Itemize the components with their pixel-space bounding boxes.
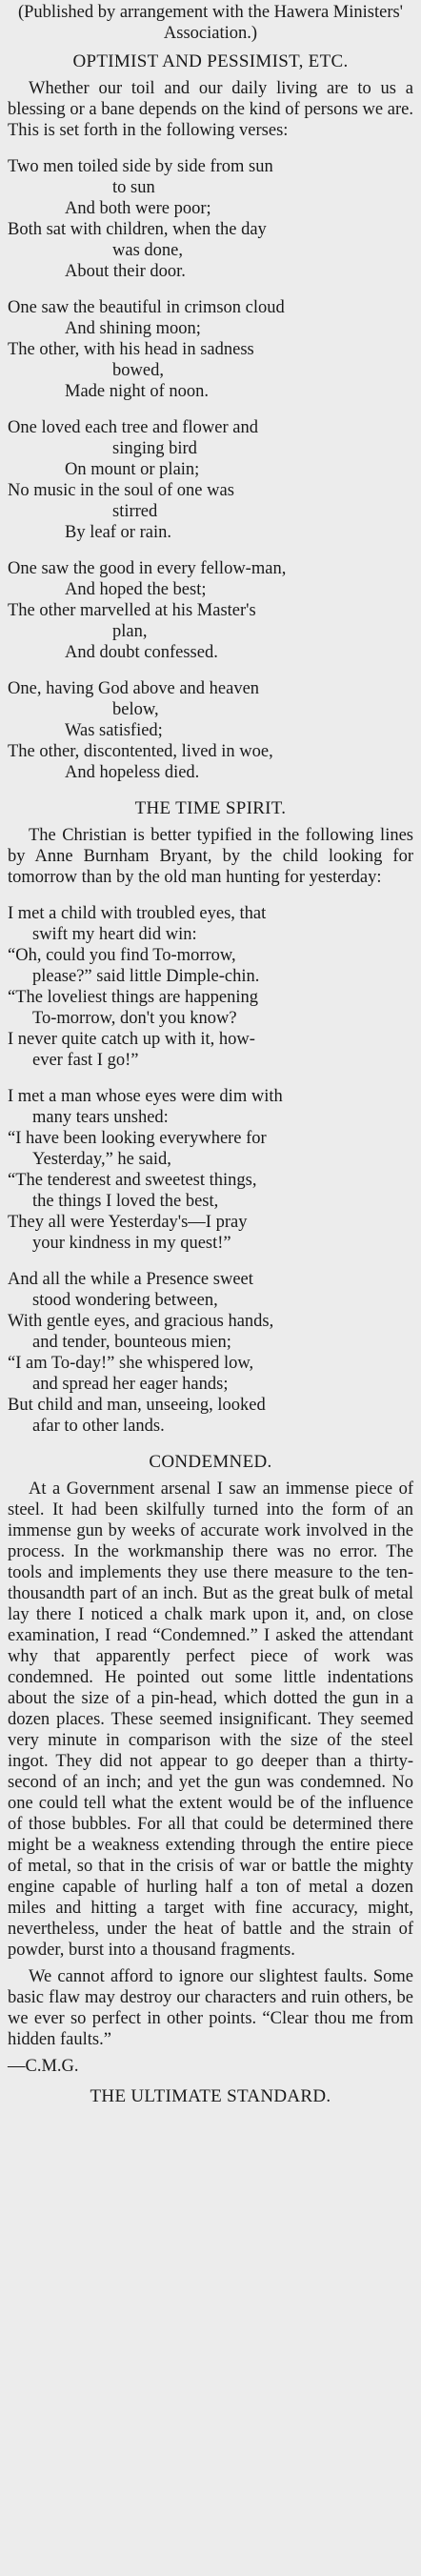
- poem-line: I met a man whose eyes were dim with: [8, 1087, 283, 1106]
- poem-line: plan,: [112, 622, 148, 641]
- newspaper-column: [8, 0, 413, 2107]
- poem-line: But child and man, unseeing, looked: [8, 1396, 266, 1415]
- poem-line: On mount or plain;: [65, 460, 200, 479]
- heading-ultimate-standard: THE ULTIMATE STANDARD.: [90, 2086, 331, 2106]
- poem-line: And doubt confessed.: [65, 643, 218, 662]
- poem-line: to sun: [112, 178, 155, 197]
- stanza: [8, 558, 413, 663]
- poem-line: “The loveliest things are happening: [8, 988, 259, 1007]
- poem-line: afar to other lands.: [32, 1417, 165, 1436]
- poem-line: Yesterday,” he said,: [32, 1150, 171, 1169]
- stanza: [8, 417, 413, 543]
- poem-line: Made night of noon.: [65, 382, 210, 401]
- poem-line: One, having God above and heaven: [8, 679, 260, 698]
- poem-line: “The tenderest and sweetest things,: [8, 1171, 257, 1190]
- poem-line: No music in the soul of one was: [8, 481, 234, 500]
- poem-line: And shining moon;: [65, 319, 201, 338]
- poem-line: The other marvelled at his Master's: [8, 601, 256, 620]
- stanza: [8, 678, 413, 783]
- paragraph-time-spirit-intro: The Christian is better typified in the following lines by Anne Burnham Bryant, by the child looking for tomorrow than by the old man hunting for yesterday:: [8, 826, 413, 887]
- poem-line: below,: [112, 700, 159, 719]
- poem-line: By leaf or rain.: [65, 523, 171, 542]
- poem-line: “Oh, could you find To-morrow,: [8, 946, 236, 965]
- poem-line: One saw the good in every fellow-man,: [8, 559, 287, 578]
- stanza: [8, 297, 413, 402]
- poem-line: And hoped the best;: [65, 580, 207, 599]
- poem-line: One saw the beautiful in crimson cloud: [8, 298, 285, 317]
- poem-two-men: [8, 156, 413, 783]
- poem-line: The other, discontented, lived in woe,: [8, 742, 273, 761]
- stanza: [8, 156, 413, 282]
- poem-line: “I am To-day!” she whispered low,: [8, 1354, 254, 1373]
- poem-line: They all were Yesterday's—I pray: [8, 1213, 248, 1232]
- paragraph-condemned-1: At a Government arsenal I saw an immense piece of steel. It had been skilfully turned into the form of an immense gun by weeks of accurate work involved in the process. In the workmanship there was no error. The tools and implements they use there measure to the ten-thousandth part of an inch. But as the great bulk of metal lay there I noticed a chalk mark upon it, and, on close examination, I read “Condemned.” I asked the attendant why that apparently perfect piece of work was condemned. He pointed out some little indentations about the size of a pin-head, which dotted the gun in a dozen places. These seemed insignificant. They seemed very minute in comparison with the size of the steel ingot. They did not appear to go deeper than a thirty-second of an inch; and yet the gun was condemned. No one could tell what the extent would be of the influence of those bubbles. For all that could be determined there might be a weakness extending through the entire piece of metal, so that in the crisis of war or battle the mighty engine capable of hurling half a ton of metal a dozen miles and hitting a target with fine accuracy, might, nevertheless, under the heat of battle and the strain of powder, burst into a thousand fragments.: [8, 1479, 413, 1960]
- stanza: [8, 1269, 413, 1437]
- poem-line: I met a child with troubled eyes, that: [8, 904, 267, 923]
- poem-line: And all the while a Presence sweet: [8, 1270, 253, 1289]
- poem-line: And hopeless died.: [65, 763, 200, 782]
- poem-line: please?” said little Dimple-chin.: [32, 967, 260, 986]
- poem-line: was done,: [112, 241, 183, 260]
- poem-line: With gentle eyes, and gracious hands,: [8, 1312, 274, 1331]
- poem-line: swift my heart did win:: [32, 925, 197, 944]
- poem-line: To-morrow, don't you know?: [32, 1009, 237, 1028]
- poem-line: Both sat with children, when the day: [8, 220, 267, 239]
- poem-line: singing bird: [112, 439, 197, 458]
- poem-line: many tears unshed:: [32, 1108, 169, 1127]
- paragraph-condemned-2: We cannot afford to ignore our slightest faults. Some basic flaw may destroy our characters and ruin others, be we ever so perfect in other points. “Clear thou me from hidden faults.”: [8, 1967, 413, 2049]
- paragraph-optimist-intro: Whether our toil and our daily living are to us a blessing or a bane depends on the kind of persons we are. This is set forth in the following verses:: [8, 79, 413, 140]
- poem-line: stood wondering between,: [32, 1291, 218, 1310]
- poem-line: One loved each tree and flower and: [8, 418, 258, 437]
- stanza: [8, 1086, 413, 1254]
- poem-line: ever fast I go!”: [32, 1051, 139, 1070]
- heading-condemned: CONDEMNED.: [149, 1452, 272, 1472]
- poem-line: and spread her eager hands;: [32, 1375, 229, 1394]
- poem-line: Two men toiled side by side from sun: [8, 157, 273, 176]
- stanza: [8, 903, 413, 1071]
- poem-line: “I have been looking everywhere for: [8, 1129, 267, 1148]
- poem-line: and tender, bounteous mien;: [32, 1333, 231, 1352]
- poem-line: The other, with his head in sadness: [8, 340, 254, 359]
- poem-line: your kindness in my quest!”: [32, 1234, 231, 1253]
- poem-line: stirred: [112, 502, 158, 521]
- poem-time-spirit: [8, 903, 413, 1437]
- poem-line: Was satisfied;: [65, 721, 163, 740]
- poem-line: the things I loved the best,: [32, 1192, 219, 1211]
- poem-line: About their door.: [65, 262, 186, 281]
- heading-time-spirit: THE TIME SPIRIT.: [134, 798, 287, 818]
- heading-optimist: OPTIMIST AND PESSIMIST, ETC.: [72, 51, 349, 71]
- poem-line: I never quite catch up with it, how-: [8, 1030, 255, 1049]
- intro-note: (Published by arrangement with the Hawera Ministers' Association.): [17, 3, 404, 43]
- signature: —C.M.G.: [8, 2057, 79, 2076]
- poem-line: bowed,: [112, 361, 164, 380]
- poem-line: And both were poor;: [65, 199, 211, 218]
